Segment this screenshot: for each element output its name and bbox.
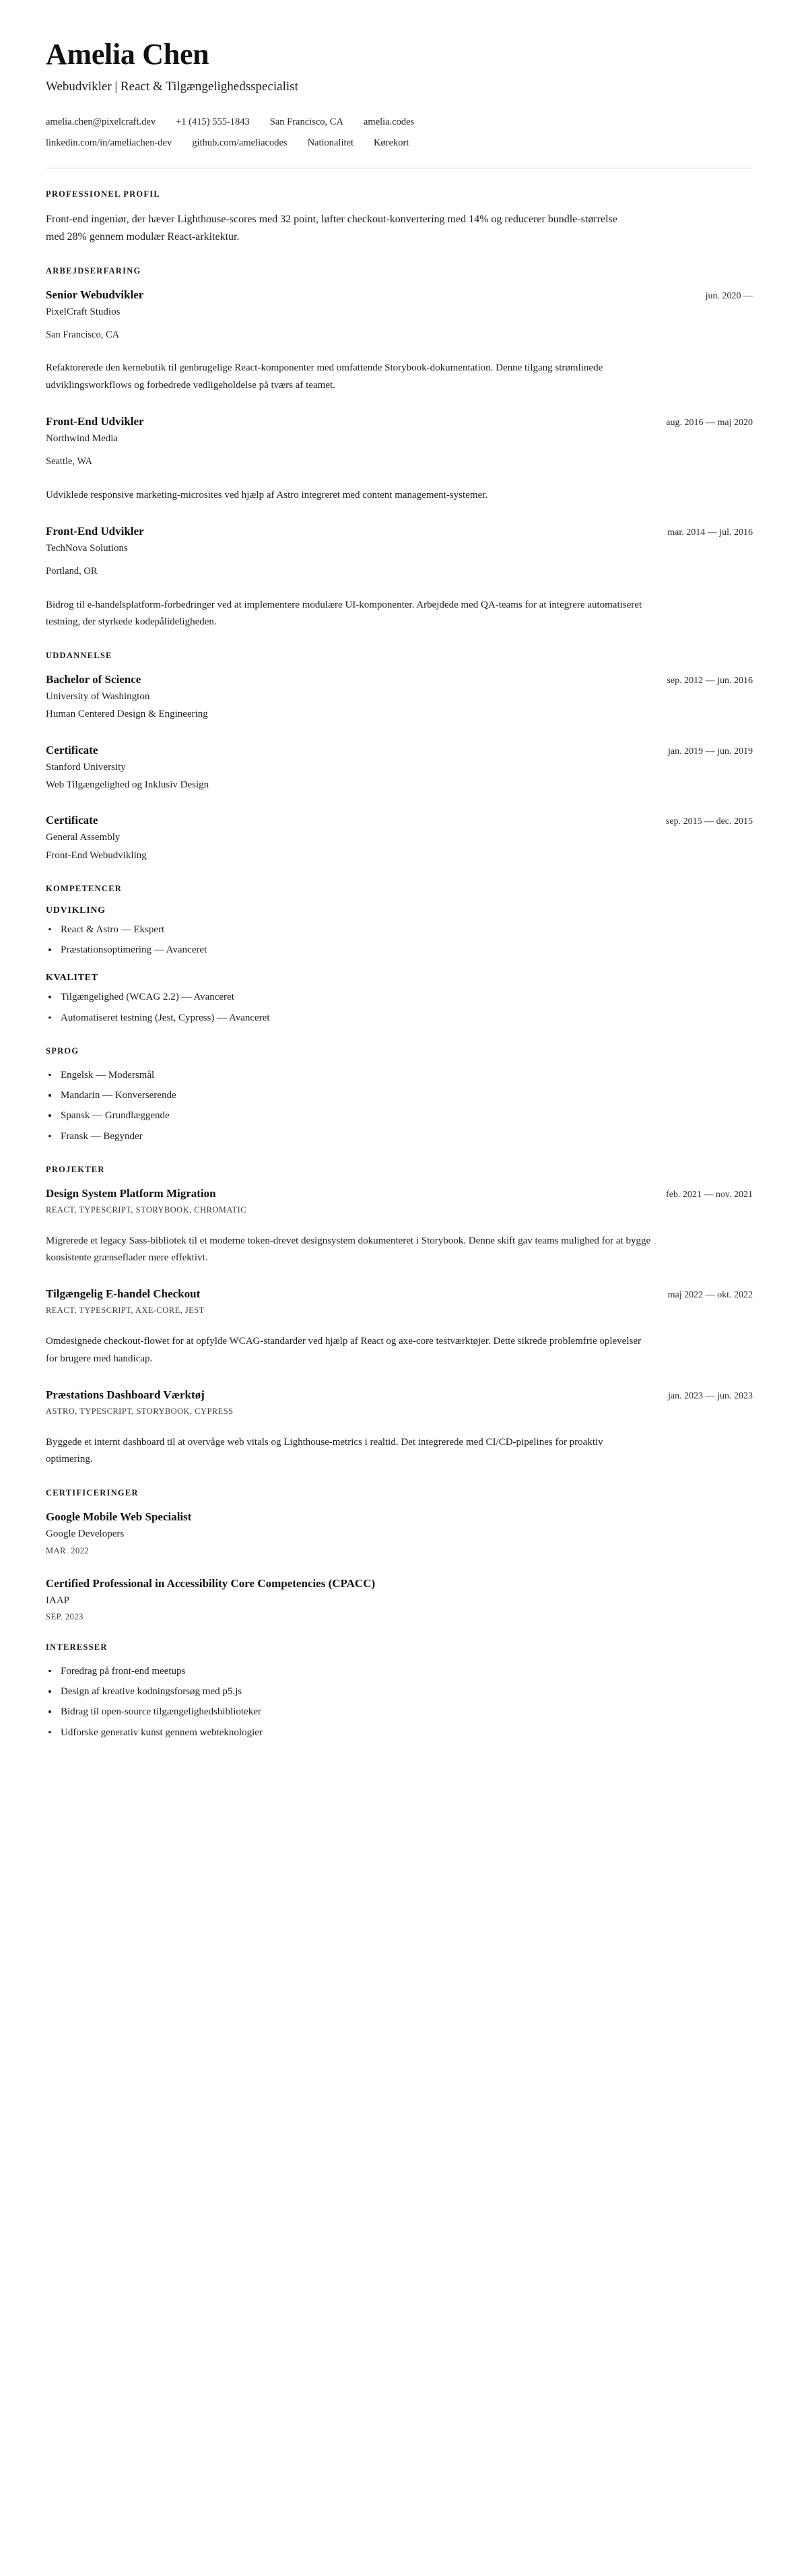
contact-nationality: Nationalitet [307,137,354,149]
interest-item: Design af kreative kodningsforsøg med p5.js [46,1684,753,1700]
certification-issuer: IAAP [46,1595,70,1606]
skill-item: Tilgængelighed (WCAG 2.2) — Avanceret [46,990,753,1005]
education-field: Human Centered Design & Engineering [46,709,208,720]
experience-description: Refaktorerede den kernebutik til genbrugelige React-komponenter med omfattende Storybook-dokumentation. Denne tilgang strømlinede udviklingsworkflows og forbedrede vedligeholdelse på tværs af teamet. [46,362,603,391]
certification-name: Google Mobile Web Specialist [46,1510,192,1524]
education-institution: General Assembly [46,832,121,843]
experience-location: Portland, OR [46,566,98,577]
skill-group-name: UDVIKLING [46,905,106,915]
certification-name: Certified Professional in Accessibility Core Competencies (CPACC) [46,1576,376,1590]
section-skills [46,884,753,1026]
experience-entry [46,524,753,631]
experience-date: aug. 2016 — maj 2020 [666,417,753,428]
language-item: Engelsk — Modersmål [46,1068,753,1083]
project-description: Byggede et internt dashboard til at overvåge web vitals og Lighthouse-metrics i realtid. Det integrerede med CI/CD-pipelines for proaktiv optimering. [46,1436,603,1464]
section-title-certifications: CERTIFICERINGER [46,1488,139,1498]
experience-entry-head [46,524,753,539]
section-education [46,651,753,864]
education-entry-head [46,743,753,758]
candidate-headline: Webudvikler | React & Tilgængelighedsspecialist [46,79,298,94]
interest-item: Bidrag til open-source tilgængelighedsbiblioteker [46,1704,753,1720]
education-date: sep. 2015 — dec. 2015 [665,816,753,827]
experience-location: San Francisco, CA [46,329,120,340]
education-degree: Bachelor of Science [46,673,141,686]
experience-date: jun. 2020 — [705,290,753,301]
project-entry-head [46,1287,753,1301]
contact-line-primary [46,115,753,130]
experience-description: Udviklede responsive marketing-microsites ved hjælp af Astro integreret med content management-systemer. [46,489,488,501]
section-title-projects: PROJEKTER [46,1164,105,1174]
contact-driving-licence: Kørekort [374,137,409,149]
contact-email[interactable]: amelia.chen@pixelcraft.dev [46,117,156,128]
experience-role: Senior Webudvikler [46,288,144,301]
experience-location: Seattle, WA [46,456,92,468]
certification-entry [46,1576,753,1622]
contact-linkedin[interactable]: linkedin.com/in/ameliachen-dev [46,137,172,149]
experience-entry [46,414,753,504]
certification-entry [46,1510,753,1555]
experience-role: Front-End Udvikler [46,414,144,428]
candidate-name: Amelia Chen [46,38,209,71]
project-date: jan. 2023 — jun. 2023 [668,1390,753,1401]
project-date: feb. 2021 — nov. 2021 [666,1189,753,1200]
experience-company: TechNova Solutions [46,542,128,554]
section-projects [46,1165,753,1468]
education-date: sep. 2012 — jun. 2016 [667,676,753,686]
resume-header [46,39,753,151]
section-profile [46,189,753,246]
project-tech-stack: ASTRO, TYPESCRIPT, STORYBOOK, CYPRESS [46,1406,234,1416]
contact-location: San Francisco, CA [269,117,343,128]
section-title-experience: ARBEJDSERFARING [46,265,141,276]
education-entry [46,813,753,864]
profile-summary-text: Front-end ingeniør, der hæver Lighthouse-scores med 32 point, løfter checkout-konvertering med 14% og reducerer bundle-størrelse med 28% gennem modulær React-arkitektur. [46,213,617,243]
experience-role: Front-End Udvikler [46,524,144,538]
project-entry [46,1388,753,1468]
education-field: Web Tilgængelighed og Inklusiv Design [46,779,209,790]
section-experience [46,266,753,631]
project-name: Tilgængelig E-handel Checkout [46,1287,201,1301]
skill-group [46,905,753,959]
experience-company: Northwind Media [46,432,119,444]
skill-group-name: KVALITET [46,973,98,984]
project-name: Design System Platform Migration [46,1186,216,1200]
language-item: Spansk — Grundlæggende [46,1108,753,1124]
experience-description: Bidrog til e-handelsplatform-forbedringer ved at implementere modulære UI-komponenter. Arbejdede med QA-teams for at integrere automatiseret testning, der styrkede kodepålideligheden. [46,599,642,627]
interest-list [46,1664,753,1741]
education-institution: Stanford University [46,761,126,773]
project-name: Præstations Dashboard Værktøj [46,1388,205,1401]
section-title-skills: KOMPETENCER [46,883,123,893]
section-title-education: UDDANNELSE [46,651,112,660]
skill-item: React & Astro — Ekspert [46,922,753,938]
section-title-profile: PROFESSIONEL PROFIL [46,189,160,199]
language-item: Mandarin — Konverserende [46,1088,753,1103]
experience-entry-head [46,414,753,429]
experience-entry-head [46,288,753,302]
education-degree: Certificate [46,743,98,756]
skill-item: Automatiseret testning (Jest, Cypress) — Avanceret [46,1010,753,1026]
education-entry [46,672,753,723]
certification-date: SEP. 2023 [46,1611,83,1621]
education-field: Front-End Webudvikling [46,849,147,861]
skill-item: Præstationsoptimering — Avanceret [46,942,753,958]
project-tech-stack: REACT, TYPESCRIPT, AXE-CORE, JEST [46,1306,205,1316]
education-date: jan. 2019 — jun. 2019 [668,746,753,756]
education-entry-head [46,813,753,828]
experience-entry [46,288,753,394]
education-entry-head [46,672,753,687]
skill-group [46,973,753,1026]
language-item: Fransk — Begynder [46,1129,753,1145]
interest-item: Foredrag på front-end meetups [46,1664,753,1679]
section-title-languages: SPROG [46,1045,79,1056]
certification-issuer: Google Developers [46,1528,125,1540]
contact-phone[interactable]: +1 (415) 555-1843 [176,117,250,128]
section-languages [46,1046,753,1145]
section-title-interests: INTERESSER [46,1642,108,1652]
education-institution: University of Washington [46,691,150,703]
project-entry-head [46,1388,753,1403]
project-entry [46,1186,753,1266]
project-description: Omdesignede checkout-flowet for at opfylde WCAG-standarder ved hjælp af React og axe-core testværktøjer. Dette sikrede problemfrie oplevelser for brugere med handicap. [46,1336,641,1364]
project-entry [46,1287,753,1367]
education-entry [46,743,753,794]
language-list [46,1068,753,1145]
interest-item: Udforske generativ kunst gennem webteknologier [46,1725,753,1741]
section-interests [46,1642,753,1741]
skill-list [46,990,753,1026]
contact-github[interactable]: github.com/ameliacodes [192,137,288,149]
experience-company: PixelCraft Studios [46,306,121,317]
education-degree: Certificate [46,814,98,827]
project-tech-stack: REACT, TYPESCRIPT, STORYBOOK, CHROMATIC [46,1204,246,1215]
experience-date: mar. 2014 — jul. 2016 [667,527,753,538]
certification-date: MAR. 2022 [46,1545,90,1555]
skill-list [46,922,753,959]
project-entry-head [46,1186,753,1201]
contact-line-secondary [46,136,753,151]
section-certifications [46,1488,753,1622]
project-date: maj 2022 — okt. 2022 [667,1290,753,1301]
contact-website[interactable]: amelia.codes [363,117,415,128]
project-description: Migrerede et legacy Sass-bibliotek til et moderne token-drevet designsystem dokumenteret i Storybook. Denne skift gav teams mulighed for at bygge konsistente grænseflader mere effektivt. [46,1235,651,1264]
